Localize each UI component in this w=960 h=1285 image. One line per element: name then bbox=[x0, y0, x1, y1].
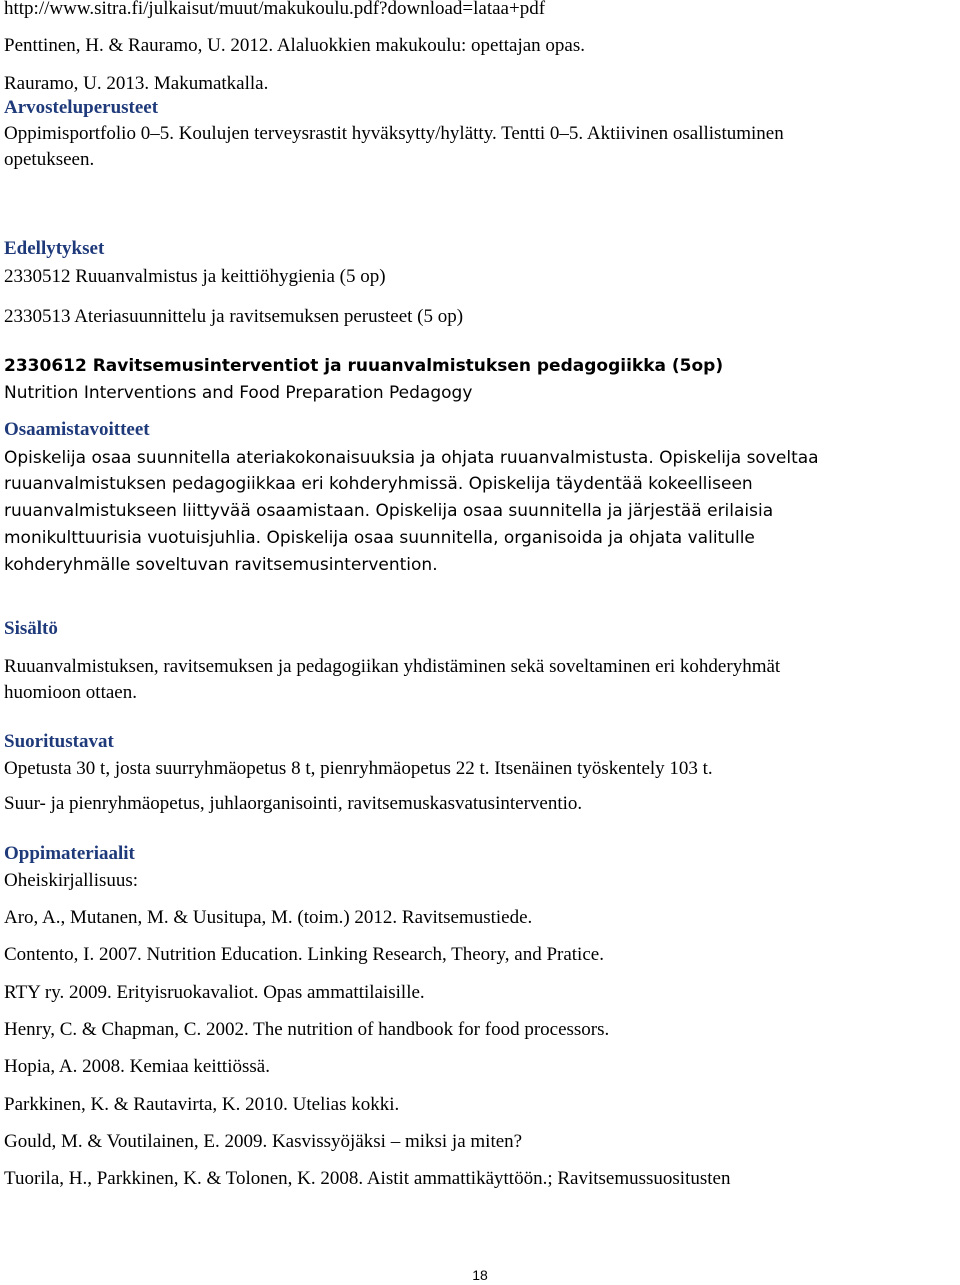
arvosteluperusteet-line-1: Oppimisportfolio 0–5. Koulujen terveysrastit hyväksytty/hylätty. Tentti 0–5. Aktiivinen osallistuminen bbox=[4, 123, 784, 144]
reference-item: Parkkinen, K. & Rautavirta, K. 2010. Utelias kokki. bbox=[4, 1094, 400, 1115]
oppimateriaalit-heading: Oppimateriaalit bbox=[4, 843, 135, 864]
reference-item: Gould, M. & Voutilainen, E. 2009. Kasvissyöjäksi – miksi ja miten? bbox=[4, 1131, 523, 1152]
suoritustavat-line: Opetusta 30 t, josta suurryhmäopetus 8 t, pienryhmäopetus 22 t. Itsenäinen työskentely 103 t. bbox=[4, 758, 713, 779]
suoritustavat-heading: Suoritustavat bbox=[4, 731, 114, 752]
osaamistavoitteet-line: kohderyhmälle soveltuvan ravitsemusintervention. bbox=[4, 555, 438, 575]
arvosteluperusteet-heading: Arvosteluperusteet bbox=[4, 97, 159, 118]
course-title: 2330612 Ravitsemusinterventiot ja ruuanvalmistuksen pedagogiikka (5op) bbox=[4, 356, 724, 376]
sisalto-heading: Sisältö bbox=[4, 618, 58, 639]
edellytykset-heading: Edellytykset bbox=[4, 238, 105, 259]
osaamistavoitteet-line: ruuanvalmistukseen liittyvää osaamistaan. Opiskelija osaa suunnitella ja järjestää erilaisia bbox=[4, 501, 774, 521]
osaamistavoitteet-heading: Osaamistavoitteet bbox=[4, 419, 150, 440]
reference-rauramo: Rauramo, U. 2013. Makumatkalla. bbox=[4, 73, 269, 94]
arvosteluperusteet-line-2: opetukseen. bbox=[4, 149, 95, 170]
oheiskirjallisuus-label: Oheiskirjallisuus: bbox=[4, 870, 139, 891]
reference-item: RTY ry. 2009. Erityisruokavaliot. Opas ammattilaisille. bbox=[4, 982, 425, 1003]
source-url: http://www.sitra.fi/julkaisut/muut/makukoulu.pdf?download=lataa+pdf bbox=[4, 0, 546, 19]
page-number: 18 bbox=[472, 1267, 488, 1283]
sisalto-line: Ruuanvalmistuksen, ravitsemuksen ja pedagogiikan yhdistäminen sekä soveltaminen eri kohderyhmät bbox=[4, 656, 781, 677]
osaamistavoitteet-line: monikulttuurisia vuotuisjuhlia. Opiskelija osaa suunnitella, organisoida ja ohjata valitulle bbox=[4, 528, 755, 548]
osaamistavoitteet-line: ruuanvalmistuksen pedagogiikkaa eri kohderyhmissä. Opiskelija täydentää kokeelliseen bbox=[4, 474, 753, 494]
reference-penttinen: Penttinen, H. & Rauramo, U. 2012. Alaluokkien makukoulu: opettajan opas. bbox=[4, 35, 585, 56]
suoritustavat-line: Suur- ja pienryhmäopetus, juhlaorganisointi, ravitsemuskasvatusinterventio. bbox=[4, 793, 583, 814]
reference-item: Contento, I. 2007. Nutrition Education. Linking Research, Theory, and Pratice. bbox=[4, 944, 604, 965]
sisalto-line: huomioon ottaen. bbox=[4, 682, 137, 703]
reference-item: Hopia, A. 2008. Kemiaa keittiössä. bbox=[4, 1056, 270, 1077]
prerequisite-item: 2330512 Ruuanvalmistus ja keittiöhygienia (5 op) bbox=[4, 266, 386, 287]
osaamistavoitteet-line: Opiskelija osaa suunnitella ateriakokonaisuuksia ja ohjata ruuanvalmistusta. Opiskelija soveltaa bbox=[4, 448, 819, 468]
reference-item: Henry, C. & Chapman, C. 2002. The nutrition of handbook for food processors. bbox=[4, 1019, 610, 1040]
reference-item: Tuorila, H., Parkkinen, K. & Tolonen, K. 2008. Aistit ammattikäyttöön.; Ravitsemussuositusten bbox=[4, 1168, 731, 1189]
prerequisite-item: 2330513 Ateriasuunnittelu ja ravitsemuksen perusteet (5 op) bbox=[4, 306, 464, 327]
reference-item: Aro, A., Mutanen, M. & Uusitupa, M. (toim.) 2012. Ravitsemustiede. bbox=[4, 907, 533, 928]
course-subtitle: Nutrition Interventions and Food Preparation Pedagogy bbox=[4, 383, 473, 403]
